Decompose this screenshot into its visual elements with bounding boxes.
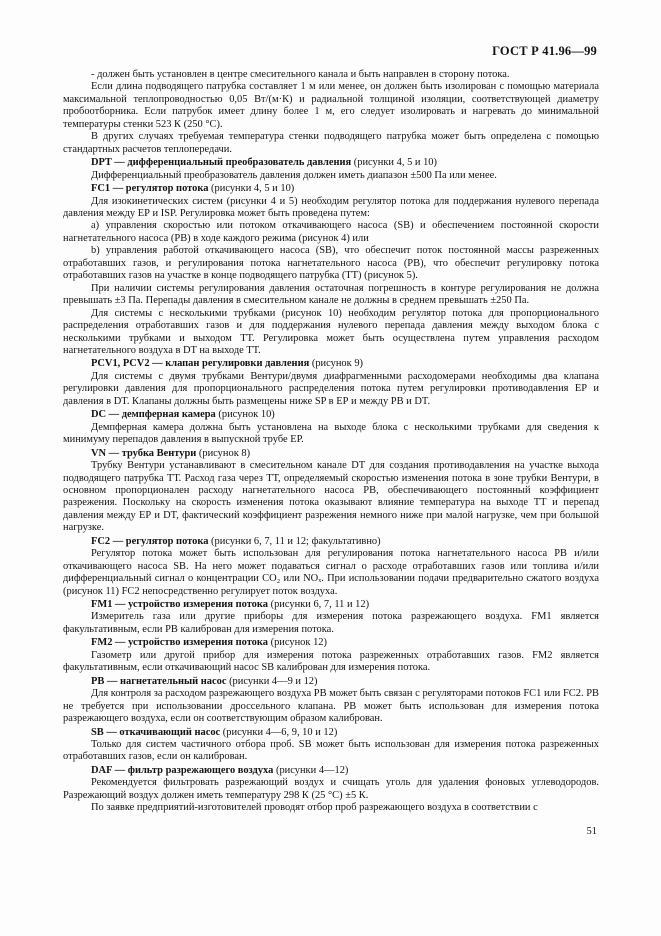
paragraph	[63, 170, 599, 182]
heading-term: DAF — фильтр разрежающего воздуха	[91, 764, 274, 776]
paragraph	[63, 802, 599, 814]
paragraph	[63, 611, 599, 636]
heading-term: FC2 — регулятор потока	[91, 535, 209, 547]
paragraph-text: При наличии системы регулирования давления остаточная погрешность в контуре регулирования не должна превышать ±3 Па. Перепады давления в смесительном канале не должны в среднем превышать ±250 Па.	[63, 282, 599, 307]
heading-term: SB — откачивающий насос	[91, 726, 221, 738]
paragraph-text: Только для систем частичного отбора проб. SB может быть использован для измерения потока разреженных отработавших газов, если он калиброван.	[63, 739, 599, 763]
section-heading	[63, 599, 599, 611]
section-heading	[63, 157, 599, 169]
paragraph	[63, 548, 599, 598]
paragraph-text: (рисунок 12)	[267, 637, 327, 649]
section-heading	[63, 448, 599, 460]
paragraph-text: Для изокинетических систем (рисунки 4 и 5) необходим регулятор потока для поддержания нулевого перепада давления между ЕР и ISP. Регулировка может быть проведена путем:	[63, 195, 599, 219]
heading-term: FM1 — устройство измерения потока	[91, 599, 268, 611]
section-heading	[63, 358, 599, 370]
paragraph	[63, 69, 599, 81]
section-heading	[63, 676, 599, 688]
paragraph-text: (рисунки 6, 7, 11 и 12)	[267, 599, 370, 611]
paragraph-text: Рекомендуется фильтровать разрежающий воздух и счищать уголь для удаления фоновых углеводородов. Разрежающий воздух должен иметь температуру 298 К (25 °С) ±5 К.	[63, 777, 599, 801]
document-body	[63, 69, 599, 815]
paragraph	[63, 371, 599, 408]
paragraph-text: (рисунки 4, 5 и 10)	[208, 183, 295, 195]
paragraph-text: Измеритель газа или другие приборы для измерения потока разрежающего воздуха. FM1 является факультативным, если РВ калиброван для измерения потока.	[63, 611, 599, 635]
paragraph	[63, 283, 599, 308]
heading-term: VN — трубка Вентури	[91, 447, 197, 459]
paragraph-text: (рисунок 10)	[215, 409, 275, 421]
paragraph-text: - должен быть установлен в центре смесительного канала и быть направлен в сторону потока.	[91, 69, 510, 80]
heading-term: FC1 — регулятор потока	[91, 183, 209, 195]
heading-term: РВ — нагнетательный насос	[91, 675, 227, 687]
paragraph	[63, 220, 599, 245]
paragraph-text: Для контроля за расходом разрежающего воздуха РВ может быть связан с регуляторами потоков FC1 или FC2. РВ не требуется при использовании дроссельного клапана. РВ может быть использован для измерения потока разрежающего воздуха, если он соответствующим образом калиброван.	[63, 688, 599, 725]
document-header: ГОСТ Р 41.96—99	[492, 44, 597, 58]
paragraph-text: Если длина подводящего патрубка составляет 1 м или менее, он должен быть изолирован с помощью материала максимальной теплопроводностью 0,05 Вт/(м·К) и радиальной толщиной изоляции, соответствующей диаметру пробоотборника. Если патрубок имеет длину более 1 м, его следует изолировать и нагревать до минимальной температуры стенки 523 К (250 °С).	[63, 81, 599, 130]
paragraph	[63, 777, 599, 802]
section-heading	[63, 183, 599, 195]
page-number: 51	[586, 826, 597, 837]
paragraph-text: (рисунки 6, 7, 11 и 12; факультативно)	[208, 535, 381, 547]
paragraph	[63, 308, 599, 358]
paragraph	[63, 245, 599, 282]
paragraph-text: а) управления скоростью или потоком откачивающего насоса (SB) и обеспечением постоянной скорости нагнетательного насоса (РВ) в ходе каждого режима (рисунок 4) или	[63, 220, 599, 244]
paragraph-text: (рисунки 4, 5 и 10)	[351, 157, 438, 169]
paragraph-text: Для системы с несколькими трубками (рисунок 10) необходим регулятор потока для пропорционального распределения отработавших газов и для поддержания нулевого перепада давления между выходом блока с несколькими трубками и выходом ТТ. Регулировка может быть осуществлена путем управления расходом нагнетательного воздуха в DT на выходе ТТ.	[63, 307, 599, 356]
paragraph-text: (рисунки 4—9 и 12)	[226, 675, 318, 687]
heading-term: FM2 — устройство измерения потока	[91, 637, 268, 649]
paragraph-text: (рисунки 4—6, 9, 10 и 12)	[220, 726, 338, 738]
heading-term: DPT — дифференциальный преобразователь давления	[91, 157, 352, 169]
paragraph-text: В других случаях требуемая температура стенки подводящего патрубка может быть определена с помощью стандартных расчетов теплопередачи.	[63, 131, 599, 155]
section-heading	[63, 409, 599, 421]
paragraph-text: Дифференциальный преобразователь давления должен иметь диапазон ±500 Па или менее.	[91, 169, 497, 181]
paragraph	[63, 688, 599, 725]
paragraph-text: Трубку Вентури устанавливают в смесительном канале DT для создания противодавления на участке выхода подводящего патрубка ТТ. Расход газа через ТТ, определяемый скоростью изменения потока в зоне трубки Вентури, в основном пропорционален расходу нагнетательного насоса РВ, обеспечивающего постоянный коэффициент разрежения. Поскольку на скорость изменения потока оказывают влияние температура на выходе ТТ и перепад давления между ЕР и DT, фактический коэффициент разрежения немного ниже при малой нагрузке, чем при большой нагрузке.	[63, 460, 599, 534]
paragraph-text: (рисунок 8)	[196, 447, 251, 459]
paragraph-text: Для системы с двумя трубками Вентури/двумя диафрагменными расходомерами необходимы два клапана регулировки давления для пропорционального распределения потока путем регулировки противодавления ЕР и давления в DT. Клапаны должны быть размещены ниже SP в ЕР и между РВ и DT.	[63, 370, 599, 407]
paragraph	[63, 131, 599, 156]
paragraph	[63, 650, 599, 675]
paragraph	[63, 81, 599, 131]
paragraph	[63, 739, 599, 764]
paragraph	[63, 422, 599, 447]
section-heading	[63, 765, 599, 777]
paragraph	[63, 196, 599, 221]
paragraph-text: (рисунки 4—12)	[273, 764, 349, 776]
paragraph-text: Демпферная камера должна быть установлена на выходе блока с несколькими трубками для сведения к минимуму перепадов давления в выпускной трубе ЕР.	[63, 421, 599, 446]
heading-term: PCV1, PCV2 — клапан регулировки давления	[91, 358, 310, 370]
section-heading	[63, 727, 599, 739]
heading-term: DC — демпферная камера	[91, 409, 216, 421]
paragraph-text: По заявке предприятий-изготовителей проводят отбор проб разрежающего воздуха в соответствии с	[91, 802, 538, 814]
section-heading	[63, 637, 599, 649]
paragraph-text: Регулятор потока может быть использован для регулирования потока нагнетательного насоса РВ и/или откачивающего насоса SB. На него может подаваться сигнал о расходе отработавших газов или топлива и/или дифференциальный сигнал о концентрации CO₂ или NOₓ. При использовании подачи предварительно сжатого воздуха (рисунок 11) FC2 непосредственно регулирует поток воздуха.	[63, 548, 599, 597]
paragraph	[63, 460, 599, 535]
paragraph-text: Газометр или другой прибор для измерения потока разреженных отработавших газов. FM2 является факультативным, если откачивающий насос SB калиброван для измерения потока.	[63, 649, 599, 674]
section-heading	[63, 536, 599, 548]
paragraph-text: (рисунок 9)	[309, 358, 364, 370]
paragraph-text: b) управления работой откачивающего насоса (SB), что обеспечит поток постоянной массы разреженных отработавших газов, и регулирования потока нагнетательного насоса (РВ), что обеспечит регулировку потока отработавших газов на участке в конце подводящего патрубка (ТТ) (рисунок 5).	[63, 245, 599, 282]
